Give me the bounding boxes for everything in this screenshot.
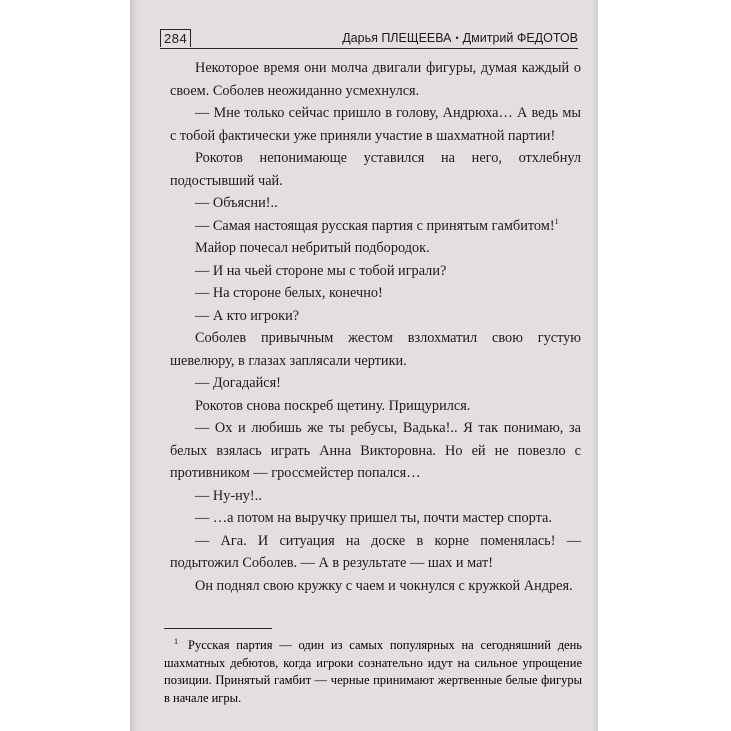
paragraph: — Мне только сейчас пришло в голову, Андрюха… А ведь мы с тобой фактически уже приняли участие в шахматной партии! — [170, 105, 581, 144]
paragraph: — Ох и любишь же ты ребусы, Вадька!.. Я так понимаю, за белых взялась играть Анна Викторовна. Но ей не повезло с противником — гроссмейстер попался… — [170, 420, 581, 481]
footnote: 1 Русская партия — один из самых популярных на сегодняшний день шахматных дебютов, когда игроки сознательно идут на сильное упрощение позиции. Принятый гамбит — черные принимают жертвенные белые фигуры в начале игры. — [164, 637, 582, 705]
page-edge-shadow — [592, 0, 598, 731]
paragraph: — Ага. И ситуация на доске в корне поменялась! — подытожил Соболев. — А в результате — шах и мат! — [170, 532, 581, 571]
paragraph: — Объясни!.. — [195, 195, 278, 211]
book-page — [130, 0, 598, 731]
paragraph-text: — Самая настоящая русская партия с принятым гамбитом! — [195, 217, 555, 234]
footnote-text: Русская партия — один из самых популярных на сегодняшний день шахматных дебютов, когда игроки сознательно идут на сильное упрощение позиции. Принятый гамбит — черные принимают жертвенные белые фигуры в начале игры. — [164, 638, 582, 705]
paragraph: Рокотов снова поскреб щетину. Прищурился. — [195, 397, 471, 414]
paragraph-with-footnote — [170, 215, 581, 238]
paragraph: Соболев привычным жестом взлохматил свою густую шевелюру, в глазах заплясали чертики. — [170, 330, 581, 369]
paragraph: — Догадайся! — [195, 375, 281, 391]
paragraph: — На стороне белых, конечно! — [195, 285, 383, 301]
paragraph: — …а потом на выручку пришел ты, почти мастер спорта. — [195, 510, 552, 526]
author-1: Дарья ПЛЕЩЕЕВА — [342, 31, 452, 45]
paragraph: — Ну-ну!.. — [195, 487, 262, 504]
paragraph: Рокотов непонимающе уставился на него, отхлебнул подостывший чай. — [170, 150, 581, 189]
paragraph: — И на чьей стороне мы с тобой играли? — [195, 262, 447, 279]
page-gutter-shadow — [130, 0, 138, 731]
author-separator: • — [455, 33, 459, 43]
author-2: Дмитрий ФЕДОТОВ — [462, 31, 578, 45]
running-header — [160, 28, 578, 49]
paragraph: Некоторое время они молча двигали фигуры, думая каждый о своем. Соболев неожиданно усмехнулся. — [170, 60, 581, 99]
paragraph: Он поднял свою кружку с чаем и чокнулся с кружкой Андрея. — [195, 577, 573, 594]
main-text — [170, 57, 581, 597]
footnote-marker: 1 — [554, 216, 559, 226]
paragraph: Майор почесал небритый подбородок. — [195, 240, 430, 256]
page-number: 284 — [160, 29, 191, 47]
footnote-rule — [164, 628, 272, 629]
running-head-authors — [342, 30, 578, 47]
paragraph: — А кто игроки? — [195, 307, 300, 324]
